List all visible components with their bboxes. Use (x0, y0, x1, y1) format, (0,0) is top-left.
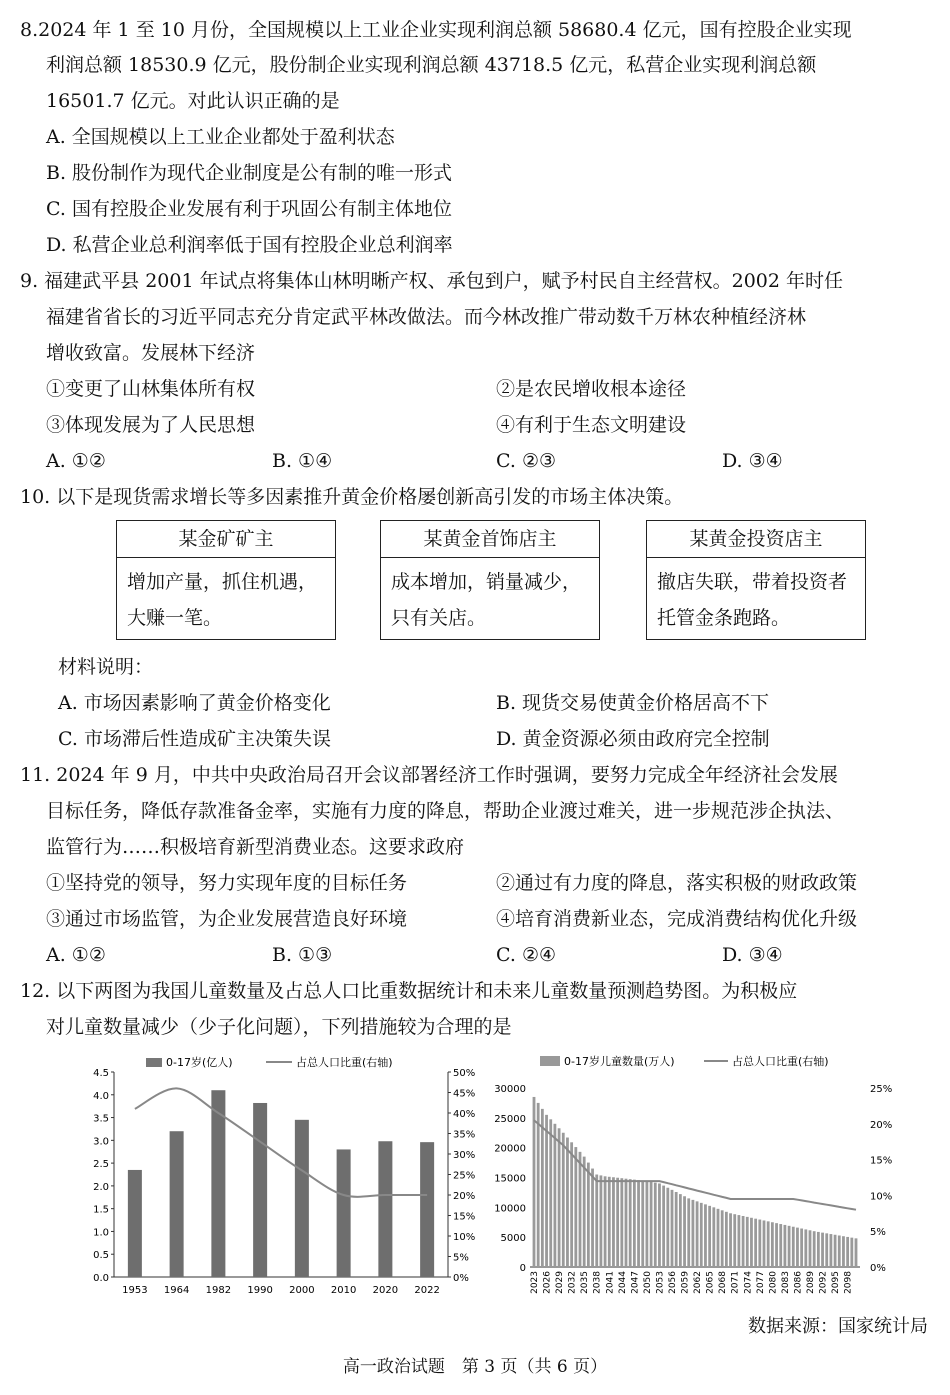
chart2-x-tick-label: 2074 (743, 1271, 754, 1294)
q10-option-d: D. 黄金资源必须由政府完全控制 (496, 728, 770, 750)
chart2-bar (662, 1186, 665, 1267)
chart2-bar (583, 1157, 586, 1267)
chart2-bar (792, 1227, 795, 1267)
chart2-bar (771, 1222, 774, 1267)
chart2-x-tick-label: 2053 (655, 1271, 666, 1294)
q9-option-a: A. ①② (46, 450, 106, 472)
chart2-bar (687, 1198, 690, 1267)
chart2-y-tick-label: 15000 (494, 1173, 526, 1185)
chart2-x-tick-label: 2026 (542, 1271, 553, 1294)
q9-option-b: B. ①④ (272, 450, 333, 472)
chart2-bar (712, 1207, 715, 1267)
q9-stem-line-2: 福建省省长的习近平同志充分肯定武平林改做法。而今林改推广带动数千万林农种植经济林 (46, 306, 807, 328)
chart1-x-tick-label: 2022 (414, 1285, 440, 1296)
chart2-bar (541, 1109, 544, 1267)
q11-statement-3: ③通过市场监管，为企业发展营造良好环境 (46, 908, 408, 930)
chart2-bar (620, 1178, 623, 1267)
chart1-y-tick-label: 4.0 (93, 1090, 109, 1102)
chart2-y-tick-label: 10000 (494, 1203, 526, 1215)
q9-stem-line-1: 9. 福建武平县 2001 年试点将集体山林明晰产权、承包到户，赋予村民自主经营权。2002 年时任 (20, 270, 843, 292)
chart2-bar (616, 1178, 619, 1267)
chart2-bar (629, 1179, 632, 1267)
chart2-bar (721, 1210, 724, 1267)
q9-option-d: D. ③④ (722, 450, 783, 472)
chart2-bar (784, 1225, 787, 1267)
chart2-bar (725, 1212, 728, 1267)
chart2-bar (612, 1177, 615, 1267)
chart2-bar (675, 1192, 678, 1267)
chart1-bar (253, 1103, 267, 1277)
q9-statement-2: ②是农民增收根本途径 (496, 378, 687, 400)
chart2-bar (767, 1221, 770, 1267)
chart2-y2-tick-label: 25% (870, 1084, 893, 1095)
chart1-bar (170, 1131, 184, 1277)
chart2-x-tick-label: 2080 (768, 1271, 779, 1294)
chart2-bar (671, 1190, 674, 1267)
chart2-bar (537, 1103, 540, 1267)
chart2-bar (591, 1169, 594, 1267)
q8-option-a: A. 全国规模以上工业企业都处于盈利状态 (46, 126, 395, 148)
chart2-x-tick-label: 2098 (843, 1271, 854, 1294)
chart2-bar (554, 1124, 557, 1267)
chart1-y2-tick-label: 20% (453, 1191, 476, 1202)
q12-stem-line-1: 12. 以下两图为我国儿童数量及占总人口比重数据统计和未来儿童数量预测趋势图。为积极应 (20, 980, 798, 1002)
q9-statement-1: ①变更了山林集体所有权 (46, 378, 256, 400)
chart1-x-tick-label: 2010 (330, 1285, 357, 1296)
chart2-bar (566, 1138, 569, 1267)
q8-stem-line-3: 16501.7 亿元。对此认识正确的是 (46, 90, 340, 112)
chart2-x-tick-label: 2077 (755, 1271, 766, 1294)
chart1-y2-tick-label: 30% (453, 1150, 476, 1161)
chart2-legend-bar-swatch (540, 1056, 560, 1066)
chart2-bar (562, 1133, 565, 1267)
q11-option-d: D. ③④ (722, 944, 783, 966)
chart1-y-tick-label: 2.5 (93, 1159, 109, 1171)
chart1-x-tick-label: 1982 (205, 1285, 232, 1296)
chart2-bar (850, 1238, 853, 1267)
chart1-y2-tick-label: 15% (453, 1211, 476, 1223)
q10-box-investor (646, 520, 866, 640)
chart2-x-tick-label: 2071 (730, 1271, 741, 1294)
chart2-bar (608, 1177, 611, 1267)
chart2-bar (679, 1194, 682, 1267)
chart2-bar (549, 1119, 552, 1267)
chart2-x-tick-label: 2035 (580, 1271, 591, 1294)
chart2-bar (788, 1226, 791, 1267)
chart2-bar (813, 1231, 816, 1267)
chart-children-forecast (490, 1050, 910, 1310)
chart2-bar (738, 1215, 741, 1267)
chart1-y2-tick-label: 50% (453, 1068, 476, 1079)
chart1-bar (128, 1170, 142, 1277)
q8-option-d: D. 私营企业总利润率低于国有控股企业总利润率 (46, 234, 453, 256)
chart2-y-tick-label: 20000 (494, 1143, 526, 1155)
chart1-y2-tick-label: 45% (453, 1088, 476, 1100)
q10-box-miner-title: 某金矿矿主 (117, 521, 335, 558)
chart1-legend-line-label: 占总人口比重(右轴) (296, 1056, 393, 1069)
chart1-y-tick-label: 3.0 (93, 1136, 109, 1148)
chart2-x-tick-label: 2032 (567, 1271, 578, 1294)
chart2-bar (654, 1183, 657, 1267)
chart1-x-tick-label: 1964 (163, 1285, 190, 1296)
chart1-y-tick-label: 4.5 (93, 1068, 109, 1079)
chart2-bar (650, 1182, 653, 1267)
q11-stem-line-1: 11. 2024 年 9 月，中共中央政治局召开会议部署经济工作时强调，要努力完成全年经济社会发展 (20, 764, 838, 786)
chart2-legend-bar-label: 0-17岁儿童数量(万人) (564, 1055, 675, 1068)
chart2-x-tick-label: 2062 (693, 1271, 704, 1294)
chart1-y2-tick-label: 35% (453, 1129, 476, 1141)
chart2-bar (800, 1229, 803, 1267)
chart2-bar (733, 1214, 736, 1267)
chart2-bar (855, 1238, 858, 1267)
chart2-bar (595, 1175, 598, 1267)
q12-stem-line-2: 对儿童数量减少（少子化问题），下列措施较为合理的是 (46, 1016, 512, 1038)
chart2-y-tick-label: 25000 (494, 1113, 526, 1125)
chart1-legend-bar-label: 0-17岁(亿人) (166, 1056, 233, 1069)
q11-option-c: C. ②④ (496, 944, 557, 966)
q9-statement-3: ③体现发展为了人民思想 (46, 414, 256, 436)
chart2-bar (658, 1183, 661, 1267)
chart2-x-tick-label: 2092 (818, 1271, 829, 1294)
chart2-x-tick-label: 2059 (680, 1271, 691, 1294)
q11-statement-1: ①坚持党的领导，努力实现年度的目标任务 (46, 872, 408, 894)
chart2-y2-tick-label: 15% (870, 1155, 893, 1167)
chart1-y-tick-label: 1.0 (93, 1227, 109, 1239)
chart2-legend-line-label: 占总人口比重(右轴) (732, 1055, 829, 1068)
chart2-x-tick-label: 2044 (617, 1271, 628, 1294)
chart2-x-tick-label: 2065 (705, 1271, 716, 1294)
chart2-x-tick-label: 2029 (555, 1271, 566, 1294)
chart2-bar (570, 1142, 573, 1267)
chart2-bar (533, 1097, 536, 1267)
q10-box-investor-text: 撤店失联，带着投资者托管金条跑路。 (657, 571, 848, 629)
chart1-bar (337, 1149, 351, 1277)
chart2-x-tick-label: 2047 (630, 1271, 641, 1294)
chart2-x-tick-label: 2038 (592, 1271, 603, 1294)
chart2-bar (830, 1234, 833, 1267)
chart2-x-tick-label: 2068 (718, 1271, 729, 1294)
chart2-bar (834, 1235, 837, 1267)
chart2-y-tick-label: 30000 (494, 1084, 526, 1095)
chart1-y-tick-label: 0.0 (93, 1273, 109, 1284)
chart1-y-tick-label: 3.5 (93, 1113, 109, 1125)
q11-statement-4: ④培育消费新业态，完成消费结构优化升级 (496, 908, 858, 930)
chart2-bar (637, 1180, 640, 1267)
q11-option-a: A. ①② (46, 944, 106, 966)
q11-stem-line-2: 目标任务，降低存款准备金率，实施有力度的降息，帮助企业渡过难关，进一步规范涉企执法、 (46, 800, 845, 822)
chart1-bar (295, 1120, 309, 1277)
chart2-y2-tick-label: 10% (870, 1191, 893, 1203)
q8-option-c: C. 国有控股企业发展有利于巩固公有制主体地位 (46, 198, 452, 220)
chart2-bar (796, 1228, 799, 1267)
chart2-bar (746, 1217, 749, 1267)
chart1-bar (211, 1090, 225, 1277)
chart2-bar (742, 1216, 745, 1267)
chart1-y2-tick-label: 25% (453, 1170, 476, 1182)
chart2-bar (696, 1201, 699, 1267)
chart2-bar (804, 1229, 807, 1267)
chart1-x-tick-label: 2020 (372, 1285, 399, 1296)
chart2-y2-tick-label: 20% (870, 1119, 893, 1131)
q8-option-b: B. 股份制作为现代企业制度是公有制的唯一形式 (46, 162, 453, 184)
chart1-legend-bar-swatch (146, 1058, 162, 1067)
chart2-bar (817, 1232, 820, 1267)
chart2-bar (758, 1220, 761, 1267)
chart1-x-tick-label: 1953 (122, 1285, 148, 1296)
chart2-y2-tick-label: 0% (870, 1263, 886, 1274)
q8-stem-line-1: 8.2024 年 1 至 10 月份，全国规模以上工业企业实现利润总额 58680.4 亿元，国有控股企业实现 (20, 19, 852, 41)
data-source: 数据来源：国家统计局 (748, 1316, 928, 1337)
chart2-bar (600, 1175, 603, 1267)
q10-box-jeweler (380, 520, 600, 640)
chart1-x-tick-label: 2000 (289, 1285, 315, 1296)
q10-option-a: A. 市场因素影响了黄金价格变化 (58, 692, 331, 714)
q10-box-jeweler-title: 某黄金首饰店主 (381, 521, 599, 558)
chart2-bar (775, 1223, 778, 1267)
chart2-bar (604, 1176, 607, 1267)
chart2-bar (704, 1204, 707, 1267)
chart2-x-tick-label: 2056 (668, 1271, 678, 1294)
chart2-bar (754, 1219, 757, 1267)
chart2-bar (574, 1147, 577, 1267)
chart-children-historical (70, 1050, 490, 1300)
chart2-bar (558, 1128, 561, 1267)
chart2-ratio-line (534, 1120, 856, 1210)
chart1-y2-tick-label: 10% (453, 1232, 476, 1243)
chart2-bar (587, 1163, 590, 1267)
chart2-y-tick-label: 0 (519, 1263, 526, 1274)
chart1-bar (420, 1142, 434, 1277)
q10-stem: 10. 以下是现货需求增长等多因素推升黄金价格屡创新高引发的市场主体决策。 (20, 486, 684, 508)
chart1-y-tick-label: 1.5 (93, 1204, 109, 1216)
q11-stem-line-3: 监管行为……积极培育新型消费业态。这要求政府 (46, 836, 465, 858)
chart2-bar (641, 1181, 644, 1267)
chart2-bar (717, 1209, 720, 1267)
q10-note: 材料说明： (58, 656, 154, 678)
chart1-y2-tick-label: 0% (453, 1273, 469, 1284)
q10-box-jeweler-text: 成本增加，销量减少，只有关店。 (391, 571, 582, 629)
chart2-x-tick-label: 2041 (605, 1271, 616, 1294)
chart1-y-tick-label: 0.5 (93, 1250, 109, 1262)
chart2-x-tick-label: 2086 (793, 1271, 804, 1294)
chart2-x-tick-label: 2050 (642, 1271, 653, 1294)
page-footer: 高一政治试题 第 3 页（共 6 页） (342, 1357, 608, 1377)
q8-stem-line-2: 利润总额 18530.9 亿元，股份制企业实现利润总额 43718.5 亿元，私营企业实现利润总额 (46, 54, 817, 76)
chart1-x-tick-label: 1990 (247, 1285, 273, 1296)
chart1-bar (378, 1141, 392, 1277)
chart2-bar (708, 1206, 711, 1267)
chart1-y2-tick-label: 40% (453, 1109, 476, 1120)
chart2-bar (821, 1233, 824, 1267)
chart2-bar (692, 1200, 695, 1267)
chart2-x-tick-label: 2083 (780, 1271, 791, 1294)
chart2-bar (579, 1152, 582, 1267)
chart2-x-tick-label: 2095 (831, 1271, 842, 1294)
q9-option-c: C. ②③ (496, 450, 557, 472)
chart2-x-tick-label: 2089 (806, 1271, 816, 1294)
q10-option-b: B. 现货交易使黄金价格居高不下 (496, 692, 770, 714)
q9-stem-line-3: 增收致富。发展林下经济 (46, 342, 256, 364)
chart2-bar (625, 1179, 628, 1267)
chart2-bar (700, 1203, 703, 1267)
chart2-y-tick-label: 5000 (500, 1233, 526, 1245)
q10-box-miner-text: 增加产量，抓住机遇，大赚一笔。 (127, 571, 318, 629)
chart2-bar (683, 1196, 686, 1267)
chart2-bar (838, 1235, 841, 1267)
chart2-x-tick-label: 2023 (530, 1271, 540, 1294)
q9-statement-4: ④有利于生态文明建设 (496, 414, 687, 436)
chart2-bar (729, 1213, 732, 1267)
chart2-bar (545, 1115, 548, 1267)
chart2-bar (666, 1188, 669, 1267)
q10-box-miner (116, 520, 336, 640)
chart2-bar (763, 1220, 766, 1267)
chart2-bar (633, 1180, 636, 1267)
q10-option-c: C. 市场滞后性造成矿主决策失误 (58, 728, 331, 750)
chart2-bar (779, 1224, 782, 1267)
chart2-bar (750, 1218, 753, 1267)
chart2-bar (846, 1237, 849, 1267)
chart2-bar (825, 1233, 828, 1267)
chart2-bar (842, 1236, 845, 1267)
q11-option-b: B. ①③ (272, 944, 333, 966)
chart1-y2-tick-label: 5% (453, 1252, 469, 1264)
q10-box-investor-title: 某黄金投资店主 (647, 521, 865, 558)
chart2-bar (809, 1230, 812, 1267)
chart1-y-tick-label: 2.0 (93, 1181, 109, 1193)
q11-statement-2: ②通过有力度的降息，落实积极的财政政策 (496, 872, 858, 894)
chart2-bar (646, 1181, 649, 1267)
chart2-y2-tick-label: 5% (870, 1227, 886, 1239)
